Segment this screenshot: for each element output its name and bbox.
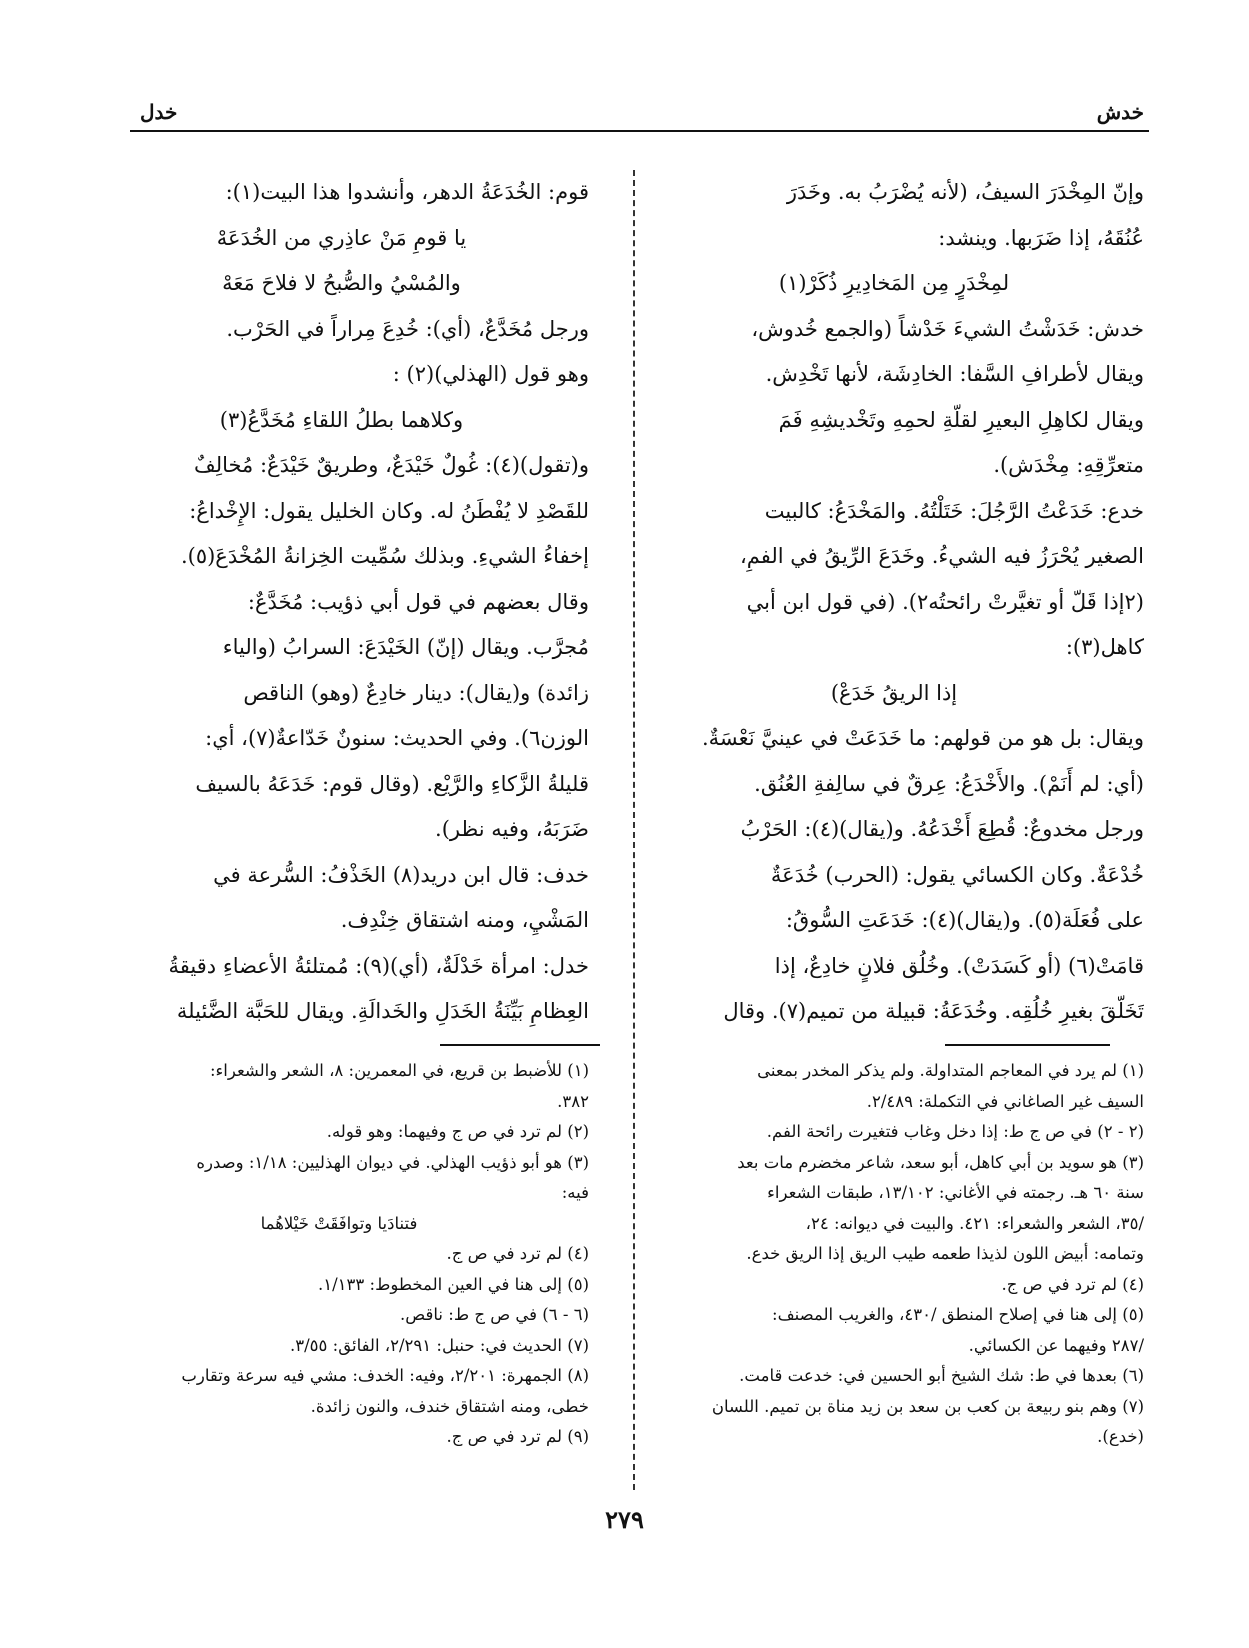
verse-line: لمِخْدَرٍ مِن المَخادِيرِ ذُكَرْ(١) xyxy=(778,271,1010,295)
text-line: و(تقول)(٤): غُولٌ خَيْدَعٌ، وطريقٌ خَيْدَعٌ: مُخالِفٌ xyxy=(193,453,589,477)
text-line: ويقال لكاهِلِ البعيرِ لقلّةِ لحمِهِ وتَخْديشِهِ فَمَ xyxy=(778,407,1144,432)
footnote-line: (٧) الحديث في: حنبل: ٢/٢٩١، الفائق: ٣/٥٥. xyxy=(290,1335,589,1355)
text-line: كاهل(٣): xyxy=(1065,635,1144,659)
footnote-line: خطى، ومنه اشتقاق خندف، والنون زائدة. xyxy=(310,1396,589,1416)
running-header-right: خدش xyxy=(1096,100,1144,124)
footnote-line: (٧) وهم بنو ربيعة بن كعب بن سعد بن زيد مناة بن تميم. اللسان xyxy=(711,1396,1144,1416)
page-number: ٢٧٩ xyxy=(605,1505,644,1534)
text-line: عُنُقَهُ، إذا ضَرَبها. وينشد: xyxy=(938,225,1144,250)
text-line: قوم: الخُدَعَةُ الدهر، وأنشدوا هذا البيت(١): xyxy=(225,180,589,204)
footnote-line: (٥) إلى هنا في إصلاح المنطق /٤٣٠، والغريب المصنف: xyxy=(772,1305,1144,1324)
footnote-line: (٦ - ٦) في ص ج ط: ناقص. xyxy=(400,1305,589,1324)
footnote-line: /٣٥، الشعر والشعراء: ٤٢١. والبيت في ديوانه: ٢٤، xyxy=(805,1213,1144,1233)
text-line: مُجرَّب. ويقال (إنّ) الخَيْدَعَ: السرابُ (والياء xyxy=(222,635,589,659)
verse-line: إذا الريقُ خَدَعْ) xyxy=(830,680,958,705)
footnotes-left xyxy=(89,1056,589,1453)
verse-line: وكلاهما بطلُ اللقاءِ مُخَدَّعُ(٣) xyxy=(219,407,464,432)
footnote-rule-right xyxy=(945,1044,1110,1046)
text-line: وإنّ المِخْدَرَ السيفُ، (لأنه يُضْرَبُ به. وخَدَرَ xyxy=(786,180,1144,204)
text-line: قليلةُ الزَّكاءِ والرَّيْع. (وقال قوم: خَدَعَهُ بالسيف xyxy=(195,771,589,796)
text-line: للقَصْدِ لا يُفْطَنُ له. وكان الخليل يقول: الإِخْداعُ: xyxy=(189,498,589,523)
entry-khadash: خدش: خَدَشْتُ الشيءَ خَدْشاً (والجمع خُدوش، xyxy=(751,316,1144,341)
footnote-line: (خدع). xyxy=(1097,1427,1144,1446)
footnote-line: (٣) هو سويد بن أبي كاهل، أبو سعد، شاعر مخضرم مات بعد xyxy=(737,1152,1144,1172)
text-line: تَخَلّقَ بغيرِ خُلُقِه. وخُدَعَةُ: قبيلة من تميم(٧). وقال xyxy=(723,999,1144,1023)
text-line: خُدْعَةٌ. وكان الكسائي يقول: (الحرب) خُدَعَةٌ xyxy=(770,862,1144,887)
text-line: ورجل مخدوعٌ: قُطِعَ أَخْدَعُهُ. و(يقال)(٤): الحَرْبُ xyxy=(740,817,1144,841)
text-line: وهو قول (الهذلي)(٢) : xyxy=(392,362,589,386)
text-line: قامَتْ(٦) (أو كَسَدَتْ). وخُلُق فلانٍ خادِعٌ، إذا xyxy=(774,953,1144,978)
footnote-line: (٣) هو أبو ذؤيب الهذلي. في ديوان الهذليين: ١/١٨: وصدره xyxy=(196,1152,589,1172)
header-rule xyxy=(130,130,1149,132)
footnote-rule-left xyxy=(440,1044,600,1046)
left-column xyxy=(94,170,589,1035)
footnote-line: (٩) لم ترد في ص ج. xyxy=(446,1427,589,1446)
text-line: ويقال: بل هو من قولهم: ما خَدَعَتْ في عينيَّ نَعْسَةٌ. xyxy=(701,726,1144,750)
text-line: إخفاءُ الشيءِ. وبذلك سُمِّيت الخِزانةُ المُخْدَعَ(٥). xyxy=(180,544,589,568)
text-line: ورجل مُخَدَّعٌ، (أي): خُدِعَ مِراراً في الحَرْب. xyxy=(226,316,589,341)
footnote-line: (١) لم يرد في المعاجم المتداولة. ولم يذكر المخدر بمعنى xyxy=(757,1061,1144,1080)
column-divider xyxy=(633,170,635,1490)
footnote-line: (٤) لم ترد في ص ج. xyxy=(446,1244,589,1263)
footnote-line: (٥) إلى هنا في العين المخطوط: ١/١٣٣. xyxy=(318,1274,589,1294)
footnote-line: (١) للأضبط بن قريع، في المعمرين: ٨، الشعر والشعراء: xyxy=(209,1061,589,1080)
text-line: ويقال لأطرافِ السَّفا: الخادِشَة، لأنها تَخْدِش. xyxy=(765,362,1144,386)
footnote-line: سنة ٦٠ هـ. رجمته في الأغاني: ١٣/١٠٢، طبقات الشعراء xyxy=(767,1183,1144,1202)
footnote-line: (٦) بعدها في ط: شك الشيخ أبو الحسين في: خدعت قامت. xyxy=(739,1366,1144,1385)
footnote-line: (٢) لم ترد في ص ج وفيهما: وهو قوله. xyxy=(326,1122,589,1141)
footnote-line: (٨) الجمهرة: ٢/٢٠١، وفيه: الخدف: مشي فيه سرعة وتقارب xyxy=(181,1366,589,1385)
text-line: على فُعَلَة(٥). و(يقال)(٤): خَدَعَتِ السُّوقُ: xyxy=(785,908,1144,932)
text-line: الوزن٦). وفي الحديث: سنونٌ خَدّاعةٌ(٧)، أي: xyxy=(205,726,589,750)
footnote-line: (٢ - ٢) في ص ج ط: إذا دخل وغاب فتغيرت رائحة الفم. xyxy=(766,1122,1144,1141)
text-line: (أي: لم أَنَمْ). والأَخْدَعُ: عِرقٌ في سالِفةِ العُنُق. xyxy=(754,771,1144,796)
entry-khadal: خدل: امرأة خَدْلَةٌ، (أي)(٩): مُمتلئةُ الأعضاءِ دقيقةُ xyxy=(168,953,589,978)
right-column xyxy=(644,170,1144,1035)
entry-khadaf: خدف: قال ابن دريد(٨) الخَذْفُ: السُّرعة في xyxy=(213,862,589,887)
text-line: العِظامِ بَيِّنَةُ الخَدَلِ والخَدالَةِ. ويقال للحَبَّة الضَّئيلة xyxy=(176,999,589,1023)
running-header-left: خدل xyxy=(140,100,178,124)
text-line: (٢إذا قَلّ أو تغيَّرتْ رائحتُه٢). (في قول ابن أبي xyxy=(746,589,1144,614)
footnote-line: ٣٨٢. xyxy=(557,1091,589,1111)
text-line: وقال بعضهم في قول أبي ذؤيب: مُخَدَّعٌ: xyxy=(247,589,589,614)
text-line: ضَرَبَهُ، وفيه نظر). xyxy=(435,817,589,841)
footnote-verse: فتنادَيا وتوافَقَتْ خَيْلاهُما xyxy=(260,1213,418,1233)
footnote-line: وتمامه: أبيض اللون لذيذا طعمه طيب الريق إذا الريق خدع. xyxy=(746,1244,1144,1263)
text-line: زائدة) و(يقال): دينار خادِعٌ (وهو) الناقص xyxy=(243,680,589,705)
footnote-line: /٢٨٧ وفيهما عن الكسائي. xyxy=(968,1335,1144,1355)
verse-line: يا قومِ مَنْ عاذِري من الخُدَعَهْ xyxy=(216,225,467,250)
verse-line: والمُسْيُ والصُّبحُ لا فلاحَ مَعَهْ xyxy=(222,271,461,295)
footnote-line: (٤) لم ترد في ص ج. xyxy=(1001,1274,1144,1294)
text-line: المَشْيِ، ومنه اشتقاق خِنْدِف. xyxy=(340,908,589,932)
text-line: الصغير يُحْرَزُ فيه الشيءُ. وخَدَعَ الرِّيقُ في الفمِ، xyxy=(739,544,1144,568)
footnote-line: فيه: xyxy=(561,1183,589,1202)
entry-khadaa: خدع: خَدَعْتُ الرَّجُلَ: خَتَلْتُهُ. والمَخْدَعُ: كالبيت xyxy=(764,498,1144,523)
footnotes-right xyxy=(654,1056,1144,1453)
text-line: متعرِّقِهِ: مِخْدَش). xyxy=(993,453,1144,477)
footnote-line: السيف غير الصاغاني في التكملة: ٢/٤٨٩. xyxy=(866,1091,1144,1111)
